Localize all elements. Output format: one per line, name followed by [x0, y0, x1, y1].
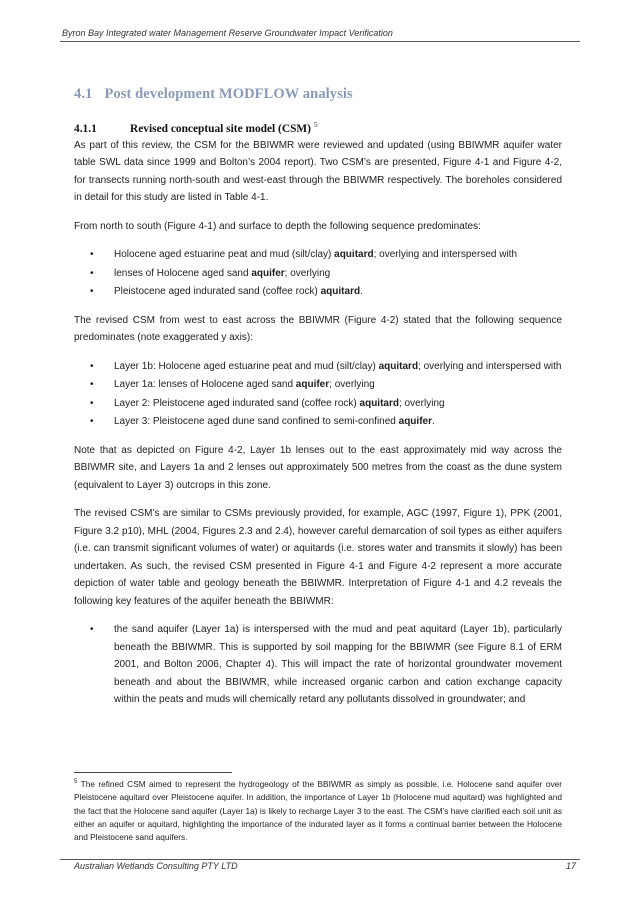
bullet-icon: •	[90, 379, 94, 391]
list-item: • Pleistocene aged indurated sand (coffee rock) aquitard.	[74, 283, 562, 301]
page-content	[74, 86, 562, 720]
paragraph: As part of this review, the CSM for the BBIWMR were reviewed and updated (using BBIWMR aquifer water table SWL data since 1999 and Bolton’s 2004 report). Two CSM’s are presented, Figure 4-1 and Figure 4-2, for transects running north-south and west-east through the BBIWMR respectively. The boreholes considered in detail for this study are listed in Table 4-1.	[74, 139, 562, 204]
bullet-icon: •	[90, 286, 94, 298]
footnote-reference[interactable]: 5	[313, 121, 318, 129]
paragraph: Note that as depicted on Figure 4-2, Layer 1b lenses out to the east approximately mid way across the BBIWMR site, and Layers 1a and 2 lenses out approximately 500 metres from the coast as the dune system (equivalent to Layer 3) outcrops in this zone.	[74, 444, 562, 491]
list-item: • Layer 2: Pleistocene aged indurated sand (coffee rock) aquitard; overlying	[74, 395, 562, 413]
paragraph: From north to south (Figure 4-1) and surface to depth the following sequence predominates:	[74, 220, 481, 232]
bullet-icon: •	[90, 249, 94, 261]
list-item: • lenses of Holocene aged sand aquifer; overlying	[74, 265, 562, 283]
list-item: • Layer 1a: lenses of Holocene aged sand aquifer; overlying	[74, 376, 562, 394]
subsection-title: Revised conceptual site model (CSM)	[130, 122, 311, 135]
bullet-list-north-south	[74, 246, 562, 301]
bullet-list-key-features	[74, 621, 562, 709]
footer-company: Australian Wetlands Consulting PTY LTD	[74, 861, 238, 871]
paragraph: The revised CSM from west to east across the BBIWMR (Figure 4-2) stated that the following sequence predominates (note exaggerated y axis):	[74, 314, 562, 344]
header-rule	[60, 41, 580, 42]
section-heading	[74, 86, 562, 103]
footnote-text: The refined CSM aimed to represent the hydrogeology of the BBIWMR as simply as possible, i.e. Holocene sand aquifer over Pleistocene aquitard over Pleistocene aquifer. In addition, the importance of Layer 1b (Holocene mud aquitard) was highlighted and the fact that the Holocene sand aquifer (Layer 1a) is likely to recharge Layer 3 to the east. The CSM’s have clarified each soil unit as either an aquifer or aquitard, highlighting the importance of the indurated layer as it forms a continual barrier between the Holocene and Pleistocene sand aquifers.	[74, 778, 562, 843]
list-item: • Holocene aged estuarine peat and mud (silt/clay) aquitard; overlying and interspersed with	[74, 246, 562, 264]
bullet-icon: •	[90, 360, 94, 372]
footnote-marker: 5	[74, 779, 78, 785]
running-header: Byron Bay Integrated water Management Reserve Groundwater Impact Verification	[62, 28, 393, 38]
list-item: • Layer 1b: Holocene aged estuarine peat and mud (silt/clay) aquitard; overlying and interspersed with	[74, 358, 562, 376]
bullet-icon: •	[90, 267, 94, 279]
section-title: Post development MODFLOW analysis	[104, 86, 353, 102]
paragraph: The revised CSM’s are similar to CSMs previously provided, for example, AGC (1997, Figure 1), PPK (2001, Figure 3.2 p10), MHL (2004, Figures 2.3 and 2.4), however careful demarcation of soil types as either aquifers (i.e. can transmit significant volumes of water) or aquitards (i.e. stores water and transmits it slowly) has been undertaken. As such, the revised CSM presented in Figure 4-1 and Figure 4-2 represent a more accurate depiction of water table and geology beneath the BBIWMR. Interpretation of Figure 4-1 and 4.2 reveals the following key features of the aquifer beneath the BBIWMR:	[74, 508, 562, 607]
list-item: • Layer 3: Pleistocene aged dune sand confined to semi-confined aquifer.	[74, 413, 562, 431]
footnote-rule	[74, 772, 232, 773]
footnote	[74, 776, 562, 845]
subsection-heading	[74, 121, 562, 135]
bullet-icon: •	[90, 397, 94, 409]
page-number: 17	[565, 861, 576, 871]
list-item: • the sand aquifer (Layer 1a) is interspersed with the mud and peat aquitard (Layer 1b), particularly beneath the BBIWMR. This is supported by soil mapping for the BBIWMR (see Figure 8.1 of ERM 2001, and Bolton 2006, Chapter 4). This will impact the rate of horizontal groundwater movement beneath and about the BBIWMR, while increased organic carbon and cation exchange capacity within the peats and muds will chemically retard any pollutants dissolved in groundwater; and	[74, 621, 562, 709]
bullet-list-west-east	[74, 358, 562, 431]
bullet-icon: •	[90, 416, 94, 428]
section-number: 4.1	[74, 86, 93, 102]
bullet-icon: •	[90, 624, 94, 636]
footer-rule	[60, 859, 580, 860]
subsection-number: 4.1.1	[74, 122, 97, 135]
